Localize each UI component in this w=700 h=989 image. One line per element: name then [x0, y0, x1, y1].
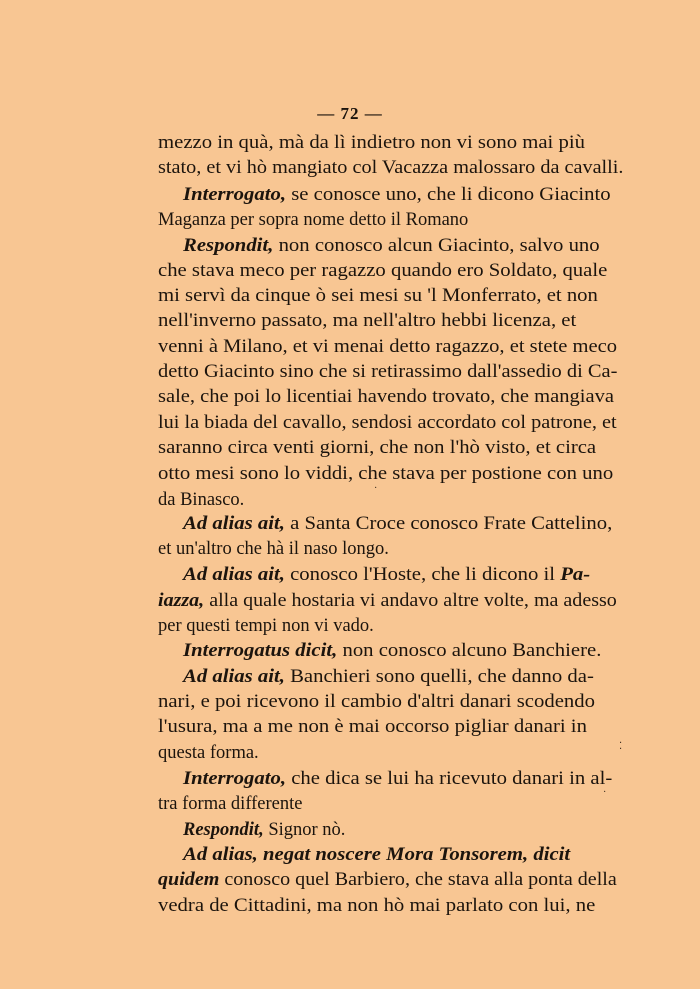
- text-line: [183, 664, 594, 690]
- text-line: [158, 791, 303, 817]
- italic-run: Pa-: [560, 565, 591, 585]
- italic-run: Interrogato,: [183, 185, 287, 205]
- italic-run: Interrogato,: [183, 769, 287, 789]
- text-run: che dica se lui ha ricevuto danari in al-: [286, 769, 613, 789]
- text-run: l'usura, ma a me non è mai occorso pigliar danari in: [158, 717, 587, 737]
- text-line: [158, 155, 623, 181]
- text-run: se conosce uno, che li dicono Giacinto: [286, 185, 611, 205]
- text-run: questa forma.: [158, 743, 259, 763]
- text-line: [158, 893, 595, 919]
- text-line: [158, 740, 259, 766]
- text-run: nari, e poi ricevono il cambio d'altri danari scodendo: [158, 692, 595, 712]
- text-run: nell'inverno passato, ma nell'altro hebbi licenza, et: [158, 311, 577, 331]
- text-run: otto mesi sono lo viddi, che stava per postione con uno: [158, 464, 614, 484]
- text-line: [183, 766, 612, 792]
- text-run: mezzo in quà, mà da lì indietro non vi sono mai più: [158, 133, 585, 153]
- text-line: [158, 867, 617, 893]
- text-line: [158, 258, 607, 284]
- text-line: [183, 842, 570, 868]
- text-run: Maganza per sopra nome detto il Romano: [158, 210, 469, 230]
- text-line: [158, 283, 598, 309]
- italic-run: iazza,: [158, 591, 205, 611]
- text-line: [158, 359, 617, 385]
- text-line: [158, 207, 468, 233]
- text-run: conosco l'Hoste, che li dicono il: [284, 565, 561, 585]
- text-run: sale, che poi lo licentiai havendo trovato, che mangiava: [158, 387, 614, 407]
- text-line: [158, 689, 595, 715]
- italic-run: Ad alias ait,: [183, 667, 285, 687]
- ink-speck: ·: [603, 787, 607, 798]
- text-run: et un'altro che hà il naso longo.: [158, 539, 389, 559]
- text-line: [158, 461, 613, 487]
- text-run: stato, et vi hò mangiato col Vacazza malossaro da cavalli.: [158, 158, 624, 178]
- text-line: [158, 588, 617, 614]
- text-run: Signor nò.: [263, 820, 346, 840]
- text-run: lui la biada del cavallo, sendosi accordato col patrone, et: [158, 413, 617, 433]
- italic-run: Ad alias ait,: [183, 565, 285, 585]
- text-line: [183, 817, 345, 843]
- ink-speck: ⁚: [619, 741, 623, 752]
- text-line: [158, 308, 576, 334]
- text-run: tra forma differente: [158, 794, 303, 814]
- text-run: Banchieri sono quelli, che danno da-: [284, 667, 594, 687]
- text-run: alla quale hostaria vi andavo altre volte, ma adesso: [204, 591, 617, 611]
- italic-run: Respondit,: [183, 820, 264, 840]
- text-run: saranno circa venti giorni, che non l'hò visto, et circa: [158, 438, 597, 458]
- text-run: detto Giacinto sino che si retirassimo dall'assedio di Ca-: [158, 362, 618, 382]
- ink-speck: ·: [374, 483, 378, 494]
- text-line: [183, 562, 590, 588]
- italic-run: Ad alias, negat noscere Mora Tonsorem, dicit: [183, 845, 571, 865]
- italic-run: Interrogatus dicit,: [183, 641, 338, 661]
- text-line: [158, 714, 587, 740]
- text-line: [183, 511, 612, 537]
- text-run: vedra de Cittadini, ma non hò mai parlato con lui, ne: [158, 896, 596, 916]
- text-line: [158, 536, 389, 562]
- text-line: [158, 130, 585, 156]
- text-line: [158, 334, 617, 360]
- text-line: [183, 233, 600, 259]
- text-run: per questi tempi non vi vado.: [158, 616, 374, 636]
- text-line: [183, 182, 611, 208]
- text-line: [158, 410, 617, 436]
- text-line: [158, 613, 374, 639]
- text-run: venni à Milano, et vi menai detto ragazzo, et stete meco: [158, 337, 618, 357]
- text-run: mi servì da cinque ò sei mesi su 'l Monferrato, et non: [158, 286, 598, 306]
- text-run: non conosco alcun Giacinto, salvo uno: [273, 236, 600, 256]
- text-line: [158, 487, 244, 513]
- text-line: [183, 638, 601, 664]
- text-run: a Santa Croce conosco Frate Cattelino,: [284, 514, 613, 534]
- text-line: [158, 384, 614, 410]
- italic-run: quidem: [158, 870, 220, 890]
- text-line: [158, 435, 596, 461]
- text-run: da Binasco.: [158, 490, 245, 510]
- italic-run: Respondit,: [183, 236, 274, 256]
- page-number: — 72 —: [317, 104, 383, 123]
- italic-run: Ad alias ait,: [183, 514, 285, 534]
- text-run: non conosco alcuno Banchiere.: [337, 641, 602, 661]
- text-run: che stava meco per ragazzo quando ero Soldato, quale: [158, 261, 608, 281]
- text-run: conosco quel Barbiero, che stava alla ponta della: [219, 870, 617, 890]
